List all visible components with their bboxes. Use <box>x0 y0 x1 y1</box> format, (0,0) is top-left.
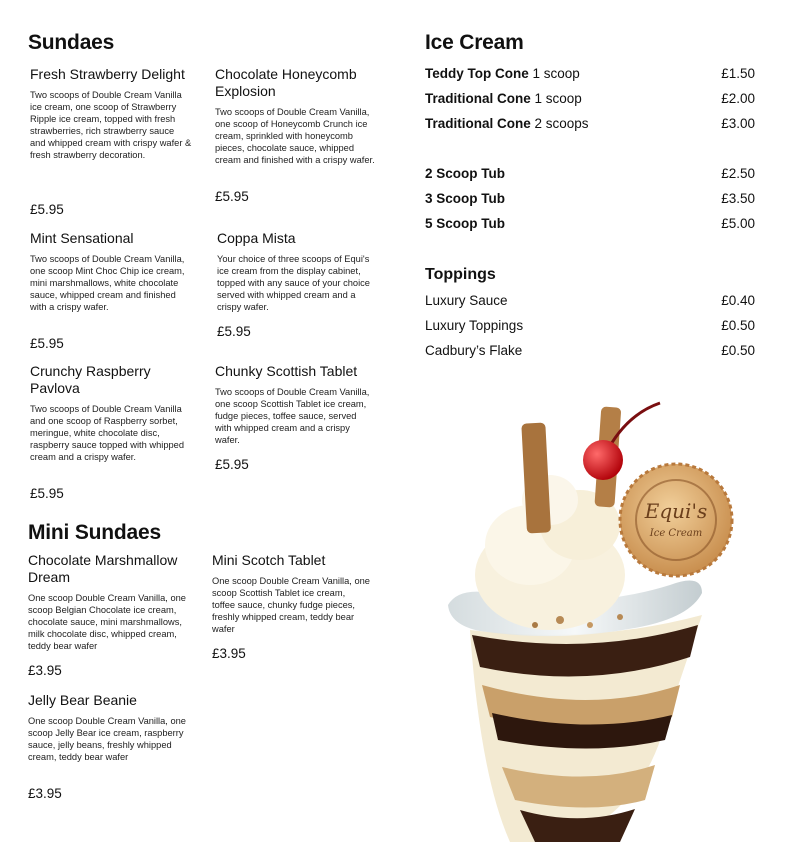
menu-item <box>215 66 375 166</box>
item-price: £5.95 <box>30 486 64 501</box>
price-row-price: £0.40 <box>721 293 755 308</box>
menu-item <box>28 552 198 652</box>
item-title: Fresh Strawberry Delight <box>30 66 185 82</box>
item-title: Mini Scotch Tablet <box>212 552 326 568</box>
price-row <box>425 166 755 184</box>
wafer-logo-subtext: Ice Cream <box>649 528 703 539</box>
price-row-price: £3.50 <box>721 191 755 206</box>
price-row-name: Traditional Cone 1 scoop <box>425 91 582 106</box>
item-description: One scoop Double Cream Vanilla, one scoop Jelly Bear ice cream, raspberry sauce, jelly beans, freshly whipped cream, teddy bear wafer <box>28 716 186 762</box>
price-row-price: £1.50 <box>721 66 755 81</box>
item-price: £5.95 <box>30 336 64 351</box>
price-row <box>425 191 755 209</box>
price-row-price: £0.50 <box>721 318 755 333</box>
ice-cream-heading: Ice Cream <box>425 31 524 54</box>
item-price: £5.95 <box>215 457 249 472</box>
price-row <box>425 318 755 336</box>
item-description: Two scoops of Double Cream Vanilla, one scoop of Honeycomb Crunch ice cream, sprinkled with honeycomb pieces, chocolate sauce, whipped cream and finished with a crispy wafer. <box>215 107 375 165</box>
price-row-price: £3.00 <box>721 116 755 131</box>
menu-item <box>30 230 195 313</box>
sundae-photo <box>440 395 740 842</box>
item-price: £5.95 <box>30 202 64 217</box>
toppings-heading: Toppings <box>425 266 496 283</box>
item-title: Jelly Bear Beanie <box>28 692 137 708</box>
item-title: Chocolate Marshmallow Dream <box>28 552 178 585</box>
item-price: £3.95 <box>28 663 62 678</box>
price-row-name: Cadbury’s Flake <box>425 343 523 358</box>
item-price: £5.95 <box>217 324 251 339</box>
price-row-price: £0.50 <box>721 343 755 358</box>
price-row-name: Luxury Sauce <box>425 293 508 308</box>
price-row-name: Teddy Top Cone 1 scoop <box>425 66 580 81</box>
price-row <box>425 91 755 109</box>
price-row <box>425 343 755 361</box>
price-row-name: 2 Scoop Tub <box>425 166 505 181</box>
wafer-logo-text: Equi's <box>644 499 708 523</box>
price-row-price: £2.50 <box>721 166 755 181</box>
item-title: Mint Sensational <box>30 230 134 246</box>
price-row-name: 5 Scoop Tub <box>425 216 505 231</box>
item-description: Two scoops of Double Cream Vanilla and one scoop of Raspberry sorbet, meringue, white chocolate disc, raspberry sauce topped with whipped cream and a crispy wafer. <box>30 404 185 462</box>
item-title: Coppa Mista <box>217 230 296 246</box>
item-price: £5.95 <box>215 189 249 204</box>
menu-item <box>30 363 195 463</box>
menu-item <box>30 66 195 161</box>
menu-item <box>28 692 193 763</box>
item-description: Two scoops of Double Cream Vanilla, one scoop Scottish Tablet ice cream, fudge pieces, toffee sauce, served with whipped cream and a crispy wafer. <box>215 387 370 445</box>
menu-item <box>212 552 372 635</box>
item-title: Chunky Scottish Tablet <box>215 363 358 379</box>
price-row <box>425 116 755 134</box>
price-row-price: £5.00 <box>721 216 755 231</box>
menu-item <box>217 230 377 313</box>
price-row-name: 3 Scoop Tub <box>425 191 505 206</box>
price-row-price: £2.00 <box>721 91 755 106</box>
price-row <box>425 66 755 84</box>
item-description: One scoop Double Cream Vanilla, one scoop Belgian Chocolate ice cream, chocolate sauce, mini marshmallows, milk chocolate disc, whipped cream, teddy bear wafer <box>28 593 186 651</box>
price-row-name: Traditional Cone 2 scoops <box>425 116 589 131</box>
sundaes-heading: Sundaes <box>28 31 115 54</box>
item-title: Chocolate Honeycomb Explosion <box>215 66 357 99</box>
price-row-name: Luxury Toppings <box>425 318 524 333</box>
item-title: Crunchy Raspberry Pavlova <box>30 363 151 396</box>
item-description: Your choice of three scoops of Equi's ice cream from the display cabinet, topped with any sauce of your choice served with whipped cream and a crispy wafer. <box>217 254 370 312</box>
mini-sundaes-heading: Mini Sundaes <box>28 521 161 544</box>
item-price: £3.95 <box>212 646 246 661</box>
item-description: Two scoops of Double Cream Vanilla, one scoop Mint Choc Chip ice cream, mini marshmallows, white chocolate sauce, whipped cream and finished with a crispy wafer. <box>30 254 185 312</box>
menu-item <box>215 363 375 446</box>
price-row <box>425 216 755 234</box>
item-price: £3.95 <box>28 786 62 801</box>
item-description: Two scoops of Double Cream Vanilla ice cream, one scoop of Strawberry Ripple ice cream, topped with fresh strawberries, rich strawberry sauce and whipped cream with crispy wafer & fresh strawberry decoration. <box>30 90 192 160</box>
item-description: One scoop Double Cream Vanilla, one scoop Scottish Tablet ice cream, toffee sauce, chunky fudge pieces, freshly whipped cream, teddy bear wafer <box>212 576 370 634</box>
price-row <box>425 293 755 311</box>
